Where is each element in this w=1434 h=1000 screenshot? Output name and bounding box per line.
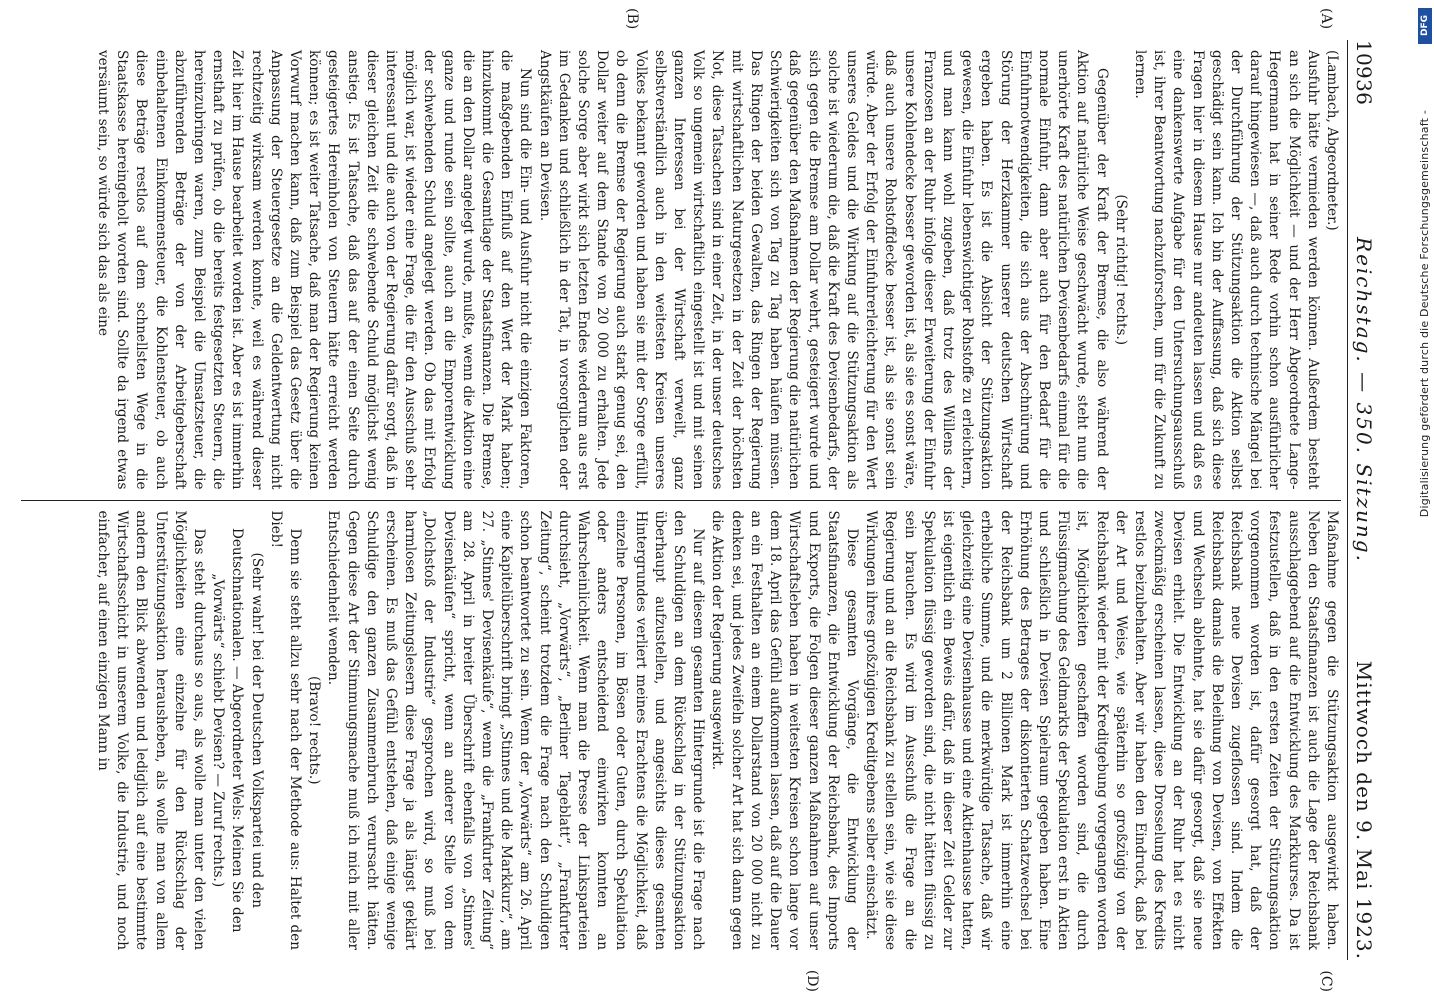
margin-marker-b: (B): [624, 8, 640, 30]
dfg-logo: [1418, 8, 1432, 44]
page-header: [1347, 40, 1380, 960]
interjection: (Sehr wahr! bei der Deutschen Volkspartei und den Deutschnationalen. — Abgeordneter Wels: Meinen Sie den „Vorwärts“ schiebt Devisen? — Zuruf rechts.): [210, 527, 265, 933]
paragraph: Maßnahme gegen die Stützungsaktion ausgewirkt haben. Neben den Staatsfinanzen ist auch die Lage der Reichsbank ausschlaggebend auf die Entwicklung des Markkurses. Da ist festzustellen, daß in den ersten Zeiten der Stützungsaktion vorgenommen worden ist, dafür gesorgt hat, daß der Reichsbank neue Devisen zugeflossen sind. Indem die Reichsbank damals die Beleihung von Devisen, von Effekten und Wechseln ablehnte, hat sie dafür gesorgt, daß sie neue Devisen erhielt. Die Entwicklung an der Ruhr hat es nicht zweckmäßig erscheinen lassen, diese Drosselung des Kredits restlos beizubehalten. Aber wir haben den Eindruck, daß bei der Art und Weise, wie späterhin so großzügig von der Reichsbank wieder mit der Kreditgebung vorgegangen worden ist, Möglichkeiten geschaffen worden sind, die durch Flüssigmachung des Geldmarkts der Spekulation erst in Aktien und schließlich in Devisen Spielraum gegeben haben. Eine Erhöhung des Betrages der diskontierten Schatzwechsel bei der Reichsbank um 2 Billionen Mark ist immerhin eine erhebliche Summe, und die merkwürdige Tatsache, daß wir gleichzeitig eine Devisenhausse und eine Aktienhausse hatten, ist eigentlich ein Beweis dafür, daß in dieser Zeit Gelder zur Spekulation flüssig geworden sind, die nicht hätten flüssig zu sein brauchen. Es wird im Ausschuß die Frage an die Regierung und an die Reichsbank zu stellen sein, wie sie diese Wirkungen ihres großzügigen Kreditgebens selber einschätzt.: [863, 510, 1340, 950]
session-date: Mittwoch den 9. Mai 1923.: [1352, 660, 1376, 960]
text-columns: [21, 8, 1341, 992]
digitization-note: [1416, 110, 1432, 970]
dfg-badge-text: DFG: [1420, 15, 1430, 37]
paragraph: Denn sie steht allzu sehr nach der Methode aus: Haltet den Dieb!: [267, 510, 304, 950]
margin-marker-a: (A): [1318, 8, 1334, 30]
page-title: Reichstag. — 350. Sitzung.: [1352, 237, 1376, 563]
right-column: [21, 501, 1341, 992]
paragraph: Gegenüber der Kraft der Bremse, die also während der Aktion auf natürliche Weise geschwächt wurde, steht nun die unerhörte Kraft des natürlichen Devisenbedarfs einmal für die normale Einfuhr, dann aber auch für den Bedarf für die Einfuhrnotwendigkeiten, die sich aus der Abschnürung und Störung der Herzkammer unserer deutschen Wirtschaft ergeben haben. Es ist die Absicht der Stützungsaktion gewesen, die Einfuhr lebenswichtiger Rohstoffe zu erleichtern, und man kann wohl zugeben, daß trotz des Willens der Franzosen an der Ruhr infolge dieser Erweiterung der Einfuhr unsere Kohlendecke besser geworden ist, als sie es sonst wäre, daß auch unsere Rohstoffdecke besser ist, als sie sonst sein würde. Aber der Erfolg der Einfuhrerleichterung für den Wert unseres Geldes und die Wirkung auf die Stützungsaktion als solche ist wiederum die, daß die Kraft des Devisenbedarfs, der sich gegen die Bremse am Dollar wehrt, gesteigert wurde und daß gegenüber den Maßnahmen der Regierung die natürlichen Schwierigkeiten sich von Tag zu Tag haben häufen müssen. Das Ringen der beiden Gewalten, das Ringen der Regierung mit wirtschaftlichen Naturgesetzen in der Zeit der höchsten Not, diese Tatsachen sind in einer Zeit, in der unser deutsches Volk so ungemein wirtschaftlich eingestellt ist und mit seinen ganzen Interessen bei der Wirtschaft verweilt, ganz selbstverständlich auch in den weitesten Kreisen unseres Volkes bekannt geworden und haben sie mit der Sorge erfüllt, ob denn die Bremse der Regierung auch stark genug sei, den Dollar weiter auf dem Stande von 20 000 zu erhalten. Jede solche Sorge aber wirkt sich letzten Endes wiederum aus erst im Gedanken und schließlich in der Tat, in vorsorglichen oder Angstkäufen an Devisen.: [536, 50, 1110, 490]
paragraph: Das steht durchaus so aus, als wolle man unter den vielen Möglichkeiten eine einzelne für den Rückschlag der Unterstützungsaktion herausheben, als wolle man von allem andern den Blick abwenden und lediglich auf eine bestimmte Wirtschaftsschicht in unserem Volke, die Industrie, und noch einfacher, auf einen einzigen Mann in: [95, 510, 208, 950]
paragraph: Nun sind die Ein- und Ausfuhr nicht die einzigen Faktoren, die maßgebenden Einfluß auf den Wert der Mark haben; hinzukommt die Gesamtlage der Staatsfinanzen. Die Bremse, die an den Dollar angelegt wurde, mußte, wenn die Aktion eine ganze und runde sein sollte, auch an die Emporentwicklung der schwebenden Schuld angelegt werden. Ob das mit Erfolg möglich war, ist wieder eine Frage, die für den Ausschuß sehr interessant und die auch von der Regierung dafür sorgt, daß in dieser gleichen Zeit die schwebende Schuld möglichst wenig anstieg. Es ist Tatsache, daß das auf der einen Seite durch gesteigertes Hereinholen von Steuern hätte erreicht werden können; es ist weiter Tatsache, daß man der Regierung keinen Vorwurf machen kann, daß zum Beispiel das Gesetz über die Anpassung der Steuergesetze an die Geldentwertung nicht rechtzeitig wirksam werden konnte, weil es während dieser Zeit hier im Hause bearbeitet worden ist. Aber es ist immerhin ernsthaft zu prüfen, ob die bereits festgesetzten Steuern, die hereinzubringen waren, zum Beispiel die Umsatzsteuer, die abzuführenden Beträge der von der Arbeitgeberschaft einbehaltenen Einkommensteuer, die Kohlensteuer, ob auch diese Beträge restlos auf dem schnellsten Wege in die Staatskasse hereingeholt worden sind. Sollte da irgend etwas versäumt sein, so würde sich das als eine: [95, 50, 534, 490]
interjection: (Sehr richtig! rechts.): [1112, 194, 1129, 346]
margin-marker-d: (D): [804, 969, 820, 992]
paragraph: Diese gesamten Vorgänge, die Entwicklung der Staatsfinanzen, die Entwicklung der Reichsbank, des Imports und Exports, die Folgen dieser ganzen Maßnahmen auf unser Wirtschaftsleben haben in weitesten Kreisen schon lange vor dem 18. April das Gefühl aufkommen lassen, daß auf die Dauer an ein Festhalten an einem Dollarstand von 20 000 nicht zu denken sei, und jedes Zweifeln solcher Art hat sich dann gegen die Aktion der Regierung ausgewirkt.: [709, 510, 860, 950]
digitization-note-text: Digitalisierung gefördert durch die Deutsche Forschungsgemeinschaft -: [1417, 110, 1431, 518]
margin-marker-c: (C): [1318, 970, 1334, 992]
page-number: 10936: [1352, 40, 1376, 106]
speaker-label: (Lambach, Abgeordneter.): [1324, 50, 1340, 231]
interjection: (Bravo! rechts.): [306, 675, 323, 785]
paragraph: Ausfuhr hätte vermieden werden können. Außerdem besteht an sich die Möglichkeit — und der Herr Abgeordnete Lange-Hegermann hat in seiner Rede vorhin schon ausführlicher darauf hingewiesen —, daß auch durch technische Mängel bei der Durchführung der Stützungsaktion die Aktion selbst geschädigt sein kann. Ich bin der Auffassung, daß sich diese Fragen hier in diesem Hause nur andeuten lassen und daß es eine dankenswerte Aufgabe für den Untersuchungsausschuß ist, ihrer Beantwortung nachzuforschen, um für die Zukunft zu lernen.: [1131, 50, 1321, 490]
paragraph: Nur auf diesem gesamten Hintergrunde ist die Frage nach den Schuldigen an dem Rückschlag in der Stützungsaktion überhaupt aufzustellen, und angesichts dieses gesamten Hintergrundes verliert meines Erachtens die Möglichkeit, daß einzelne Personen, im Bösen oder Guten, durch Spekulation oder anders entscheidend einwirken konnten an Wahrscheinlichkeit. Wenn man die Presse der Linksparteien durchsieht, „Vorwärts“, „Berliner Tageblatt“, „Frankfurter Zeitung“, scheint trotzdem die Frage nach den Schuldigen schon beantwortet zu sein. Wenn der „Vorwärts“ am 26. April eine Kapitelüberschrift bringt „Stinnes und die Markkurz“, am 27. „Stinnes' Devisenkäufe“, wenn die „Frankfurter Zeitung“ am 28. April in breiter Überschrift ebenfalls von „Stinnes' Devisenkäufen“ spricht, wenn an anderer Stelle von dem „Dolchstoß der Industrie“ gesprochen wird, so muß bei harmlosen Zeitungslesern diese Frage ja als längst geklärt erscheinen. Es muß das Gefühl entstehen, daß einige wenige Schuldige den ganzen Zusammenbruch verursacht hätten. Gegen diese Art der Stimmungsmache muß ich mich mit aller Entschiedenheit wenden.: [325, 510, 707, 950]
left-column: [21, 8, 1341, 501]
